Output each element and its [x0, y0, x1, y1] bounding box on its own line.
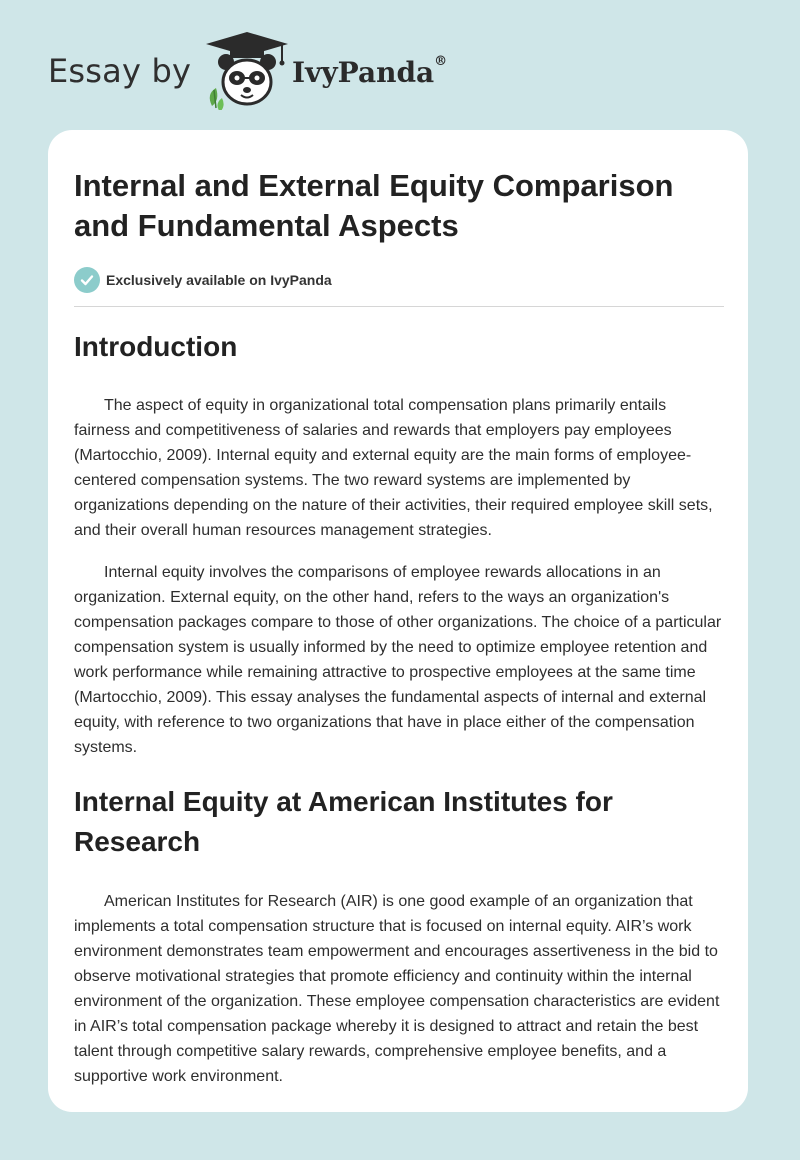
paragraph: Internal equity involves the comparisons of employee rewards allocations in an organization. External equity, on the other hand, refers to the ways an organization's compensation packages compare to those of other organizations. The choice of a particular compensation system is usually informed by the need to optimize employee retention and work performance while remaining attractive to prospective employees at the same time (Martocchio, 2009). This essay analyses the fundamental aspects of internal and external equity, with reference to two organizations that have in place either of the compensation systems.	[74, 564, 722, 756]
site-header	[48, 28, 468, 118]
exclusive-label: Exclusively available on IvyPanda	[106, 272, 332, 288]
check-icon	[74, 267, 100, 293]
registered-mark: ®	[434, 54, 448, 69]
divider	[74, 306, 724, 307]
article-content	[74, 166, 724, 1089]
paragraph: American Institutes for Research (AIR) is one good example of an organization that implements a total compensation structure that is focused on internal equity. AIR’s work environment demonstrates team empowerment and encourages assertiveness in the bid to observe motivational strategies that promote efficiency and continuity within the internal environment of the organization. These employee compensation characteristics are evident in AIR’s total compensation package whereby it is designed to attract and retain the best talent through competitive salary rewards, comprehensive employee benefits, and a supportive work environment.	[74, 893, 720, 1085]
exclusive-badge	[74, 266, 724, 294]
section-heading-introduction: Introduction	[74, 331, 238, 362]
essay-by-label: Essay by	[48, 52, 192, 90]
panda-logo-icon[interactable]	[202, 28, 292, 110]
section-heading-internal-equity: Internal Equity at American Institutes for Research	[74, 786, 613, 857]
brand-text: IvyPanda	[292, 56, 435, 89]
article-title: Internal and External Equity Comparison and Fundamental Aspects	[74, 168, 674, 243]
paragraph: The aspect of equity in organizational total compensation plans primarily entails fairness and competitiveness of salaries and rewards that employers pay employees (Martocchio, 2009). Internal equity and external equity are the main forms of employee-centered compensation systems. The two reward systems are implemented by organizations depending on the nature of their activities, their required employee skill sets, and their overall human resources management strategies.	[74, 397, 713, 539]
brand-name[interactable]	[292, 56, 447, 89]
article-card	[48, 130, 748, 1112]
